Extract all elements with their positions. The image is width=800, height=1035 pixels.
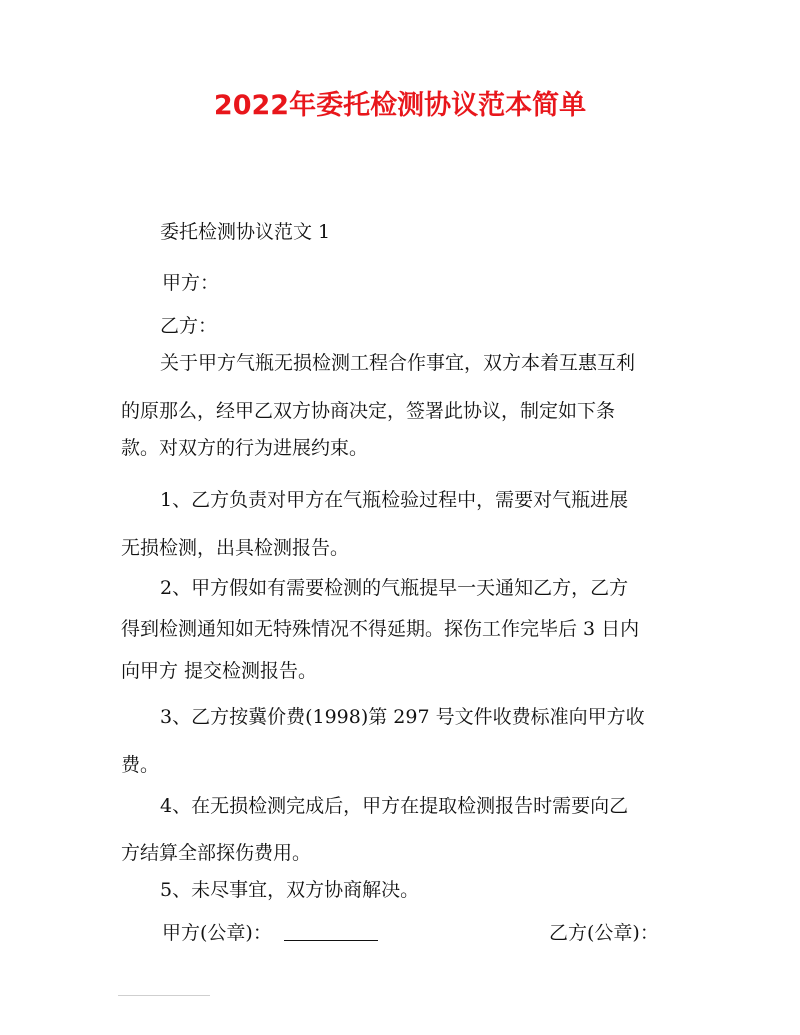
document-title: 2022年委托检测协议范本简单 xyxy=(213,90,587,121)
party-b-label: 乙方： xyxy=(160,315,218,337)
footer-divider xyxy=(118,995,210,996)
party-a-label: 甲方： xyxy=(162,272,220,294)
paragraph-line: 关于甲方气瓶无损检测工程合作事宜，双方本着互惠互利 xyxy=(160,352,636,374)
clause-4-line: 4、在无损检测完成后，甲方在提取检测报告时需要向乙 xyxy=(160,795,629,817)
clause-3-line: 费。 xyxy=(121,754,160,776)
party-a-seal-label: 甲方(公章)： xyxy=(162,922,272,944)
party-a-signature-line xyxy=(284,940,378,941)
paragraph-line: 款。对双方的行为进展约束。 xyxy=(121,437,369,459)
clause-4-line: 方结算全部探伤费用。 xyxy=(121,842,312,864)
clause-5-line: 5、未尽事宜，双方协商解决。 xyxy=(160,879,420,901)
clause-2-line: 向甲方 提交检测报告。 xyxy=(121,660,318,682)
party-b-seal-label: 乙方(公章)： xyxy=(549,922,659,944)
clause-3-line: 3、乙方按冀价费(1998)第 297 号文件收费标准向甲方收 xyxy=(160,706,645,728)
clause-2-line: 得到检测通知如无特殊情况不得延期。探伤工作完毕后 3 日内 xyxy=(121,618,640,640)
section-heading: 委托检测协议范文 1 xyxy=(160,221,331,243)
clause-1-line: 无损检测，出具检测报告。 xyxy=(121,537,350,559)
clause-2-line: 2、甲方假如有需要检测的气瓶提早一天通知乙方，乙方 xyxy=(160,577,629,599)
paragraph-line: 的原那么，经甲乙双方协商决定，签署此协议，制定如下条 xyxy=(121,400,616,422)
clause-1-line: 1、乙方负责对甲方在气瓶检验过程中，需要对气瓶进展 xyxy=(160,489,629,511)
